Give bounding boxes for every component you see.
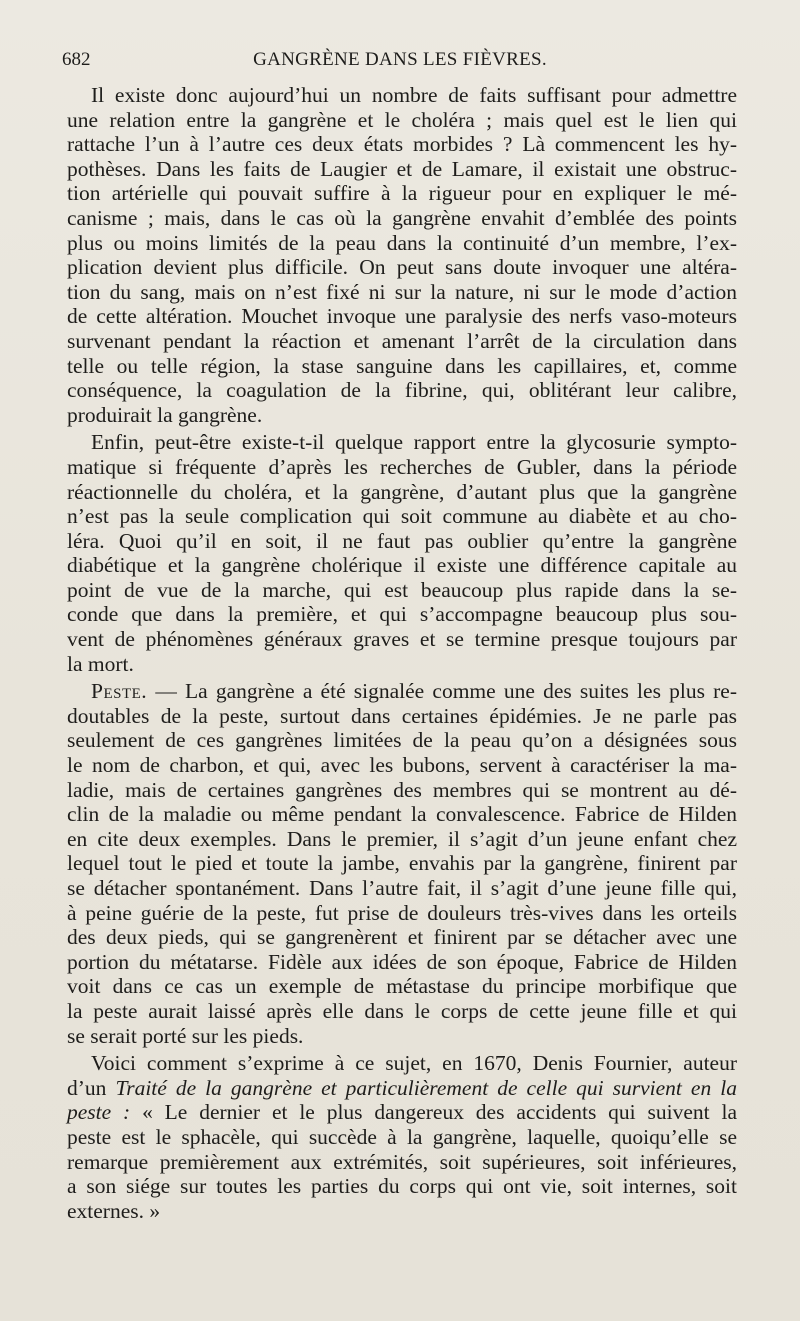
text-line: externes. » bbox=[67, 1198, 161, 1223]
text-line: canisme ; mais, dans le cas où la gangrène envahit d’emblée des points bbox=[67, 205, 737, 230]
text-line: ladie, mais de certaines gangrènes des membres qui se montrent au dé- bbox=[67, 777, 737, 802]
text-line: rattache l’un à l’autre ces deux états morbides ? Là commencent les hy- bbox=[67, 132, 737, 157]
text-line: seulement de ces gangrènes limitées de la peau qu’on a désignées sous bbox=[67, 728, 737, 753]
text-line: Il existe donc aujourd’hui un nombre de faits suffisant pour admettre bbox=[91, 83, 737, 107]
text-line: matique si fréquente d’après les recherches de Gubler, dans la période bbox=[67, 454, 737, 479]
page-number: 682 bbox=[62, 49, 91, 70]
text-line: la peste aurait laissé après elle dans le corps de cette jeune fille et qui bbox=[67, 998, 737, 1023]
text-line: léra. Quoi qu’il en soit, il ne faut pas oublier qu’entre la gangrène bbox=[67, 528, 737, 553]
text-line: lequel tout le pied et toute la jambe, envahis par la gangrène, finirent par bbox=[67, 851, 737, 876]
text-fragment: « Le dernier et le plus dangereux des accidents qui suivent la bbox=[130, 1100, 737, 1125]
book-title: Traité de la gangrène et particulièrement de celle qui survient en la bbox=[115, 1075, 737, 1100]
page-header bbox=[62, 44, 738, 76]
text-line: des deux pieds, qui se gangrenèrent et finirent par se détacher avec une bbox=[67, 925, 737, 950]
text-line: peste est le sphacèle, qui succède à la gangrène, laquelle, quoiqu’elle se bbox=[67, 1124, 737, 1149]
text-line bbox=[67, 1100, 737, 1125]
text-line: survenant pendant la réaction et amenant l’arrêt de la circulation dans bbox=[67, 328, 737, 353]
text-line: conséquence, la coagulation de la fibrine, qui, oblitérant leur calibre, bbox=[67, 378, 737, 403]
text-line: la mort. bbox=[67, 651, 134, 676]
paragraph-4 bbox=[67, 1051, 737, 1223]
text-fragment: d’un bbox=[67, 1075, 116, 1100]
text-line: se serait porté sur les pieds. bbox=[67, 1023, 304, 1048]
text-fragment: — La gangrène a été signalée comme une des suites les plus re- bbox=[147, 679, 737, 704]
text-line: plus ou moins limités de la peau dans la continuité d’un membre, l’ex- bbox=[67, 230, 737, 255]
text-line: tion du sang, mais on n’est fixé ni sur la nature, ni sur le mode d’action bbox=[67, 279, 737, 304]
text-line: portion du métatarse. Fidèle aux idées de son époque, Fabrice de Hilden bbox=[67, 949, 737, 974]
text-line: doutables de la peste, surtout dans certaines épidémies. Je ne parle pas bbox=[67, 703, 737, 728]
text-line: se détacher spontanément. Dans l’autre fait, il s’agit d’une jeune fille qui, bbox=[67, 876, 737, 900]
text-line: diabétique et la gangrène cholérique il existe une différence capitale au bbox=[67, 553, 737, 578]
paragraph-2 bbox=[67, 430, 737, 676]
text-line: une relation entre la gangrène et le choléra ; mais quel est le lien qui bbox=[67, 107, 737, 132]
book-title-end: peste : bbox=[67, 1100, 131, 1125]
paragraph-1 bbox=[67, 83, 737, 427]
text-line: pothèses. Dans les faits de Laugier et de Lamare, il existait une obstruc- bbox=[67, 156, 737, 181]
text-line: vent de phénomènes généraux graves et se termine presque toujours par bbox=[67, 627, 737, 652]
text-line: de cette altération. Mouchet invoque une paralysie des nerfs vaso-moteurs bbox=[67, 304, 737, 329]
body-text bbox=[67, 83, 737, 1223]
text-line bbox=[67, 1076, 737, 1101]
paragraph-3-peste bbox=[67, 679, 737, 1048]
section-lead: Peste. bbox=[91, 679, 148, 704]
text-line: clin de la maladie ou même pendant la convalescence. Fabrice de Hilden bbox=[67, 802, 737, 827]
text-line: tion artérielle qui pouvait suffire à la rigueur pour en expliquer le mé- bbox=[67, 181, 737, 206]
text-line: à peine guérie de la peste, fut prise de douleurs très-vives dans les orteils bbox=[67, 900, 737, 925]
running-title: GANGRÈNE DANS LES FIÈVRES. bbox=[253, 49, 547, 70]
text-line: le nom de charbon, et qui, avec les bubons, servent à caractériser la ma- bbox=[67, 753, 737, 778]
text-line: plication devient plus difficile. On peut sans doute invoquer une altéra- bbox=[67, 255, 737, 280]
text-line: réactionnelle du choléra, et la gangrène, d’autant plus que la gangrène bbox=[67, 479, 737, 504]
text-line: Enfin, peut-être existe-t-il quelque rapport entre la glycosurie sympto- bbox=[91, 430, 737, 455]
text-line bbox=[67, 679, 737, 704]
text-line: point de vue de la marche, qui est beaucoup plus rapide dans la se- bbox=[67, 577, 737, 602]
text-line: en cite deux exemples. Dans le premier, il s’agit d’un jeune enfant chez bbox=[67, 826, 737, 851]
text-line: remarque premièrement aux extrémités, soit supérieures, soit inférieures, bbox=[67, 1149, 737, 1174]
text-line: a son siége sur toutes les parties du corps qui ont vie, soit internes, soit bbox=[67, 1174, 737, 1199]
text-line: Voici comment s’exprime à ce sujet, en 1670, Denis Fournier, auteur bbox=[91, 1051, 737, 1076]
text-line: voit dans ce cas un exemple de métastase du principe morbifique que bbox=[67, 974, 737, 999]
text-line: telle ou telle région, la stase sanguine dans les capillaires, et, comme bbox=[67, 353, 737, 378]
text-line: n’est pas la seule complication qui soit commune au diabète et au cho- bbox=[67, 504, 737, 529]
text-line: produirait la gangrène. bbox=[67, 402, 263, 427]
text-line: conde que dans la première, et qui s’accompagne beaucoup plus sou- bbox=[67, 602, 737, 627]
